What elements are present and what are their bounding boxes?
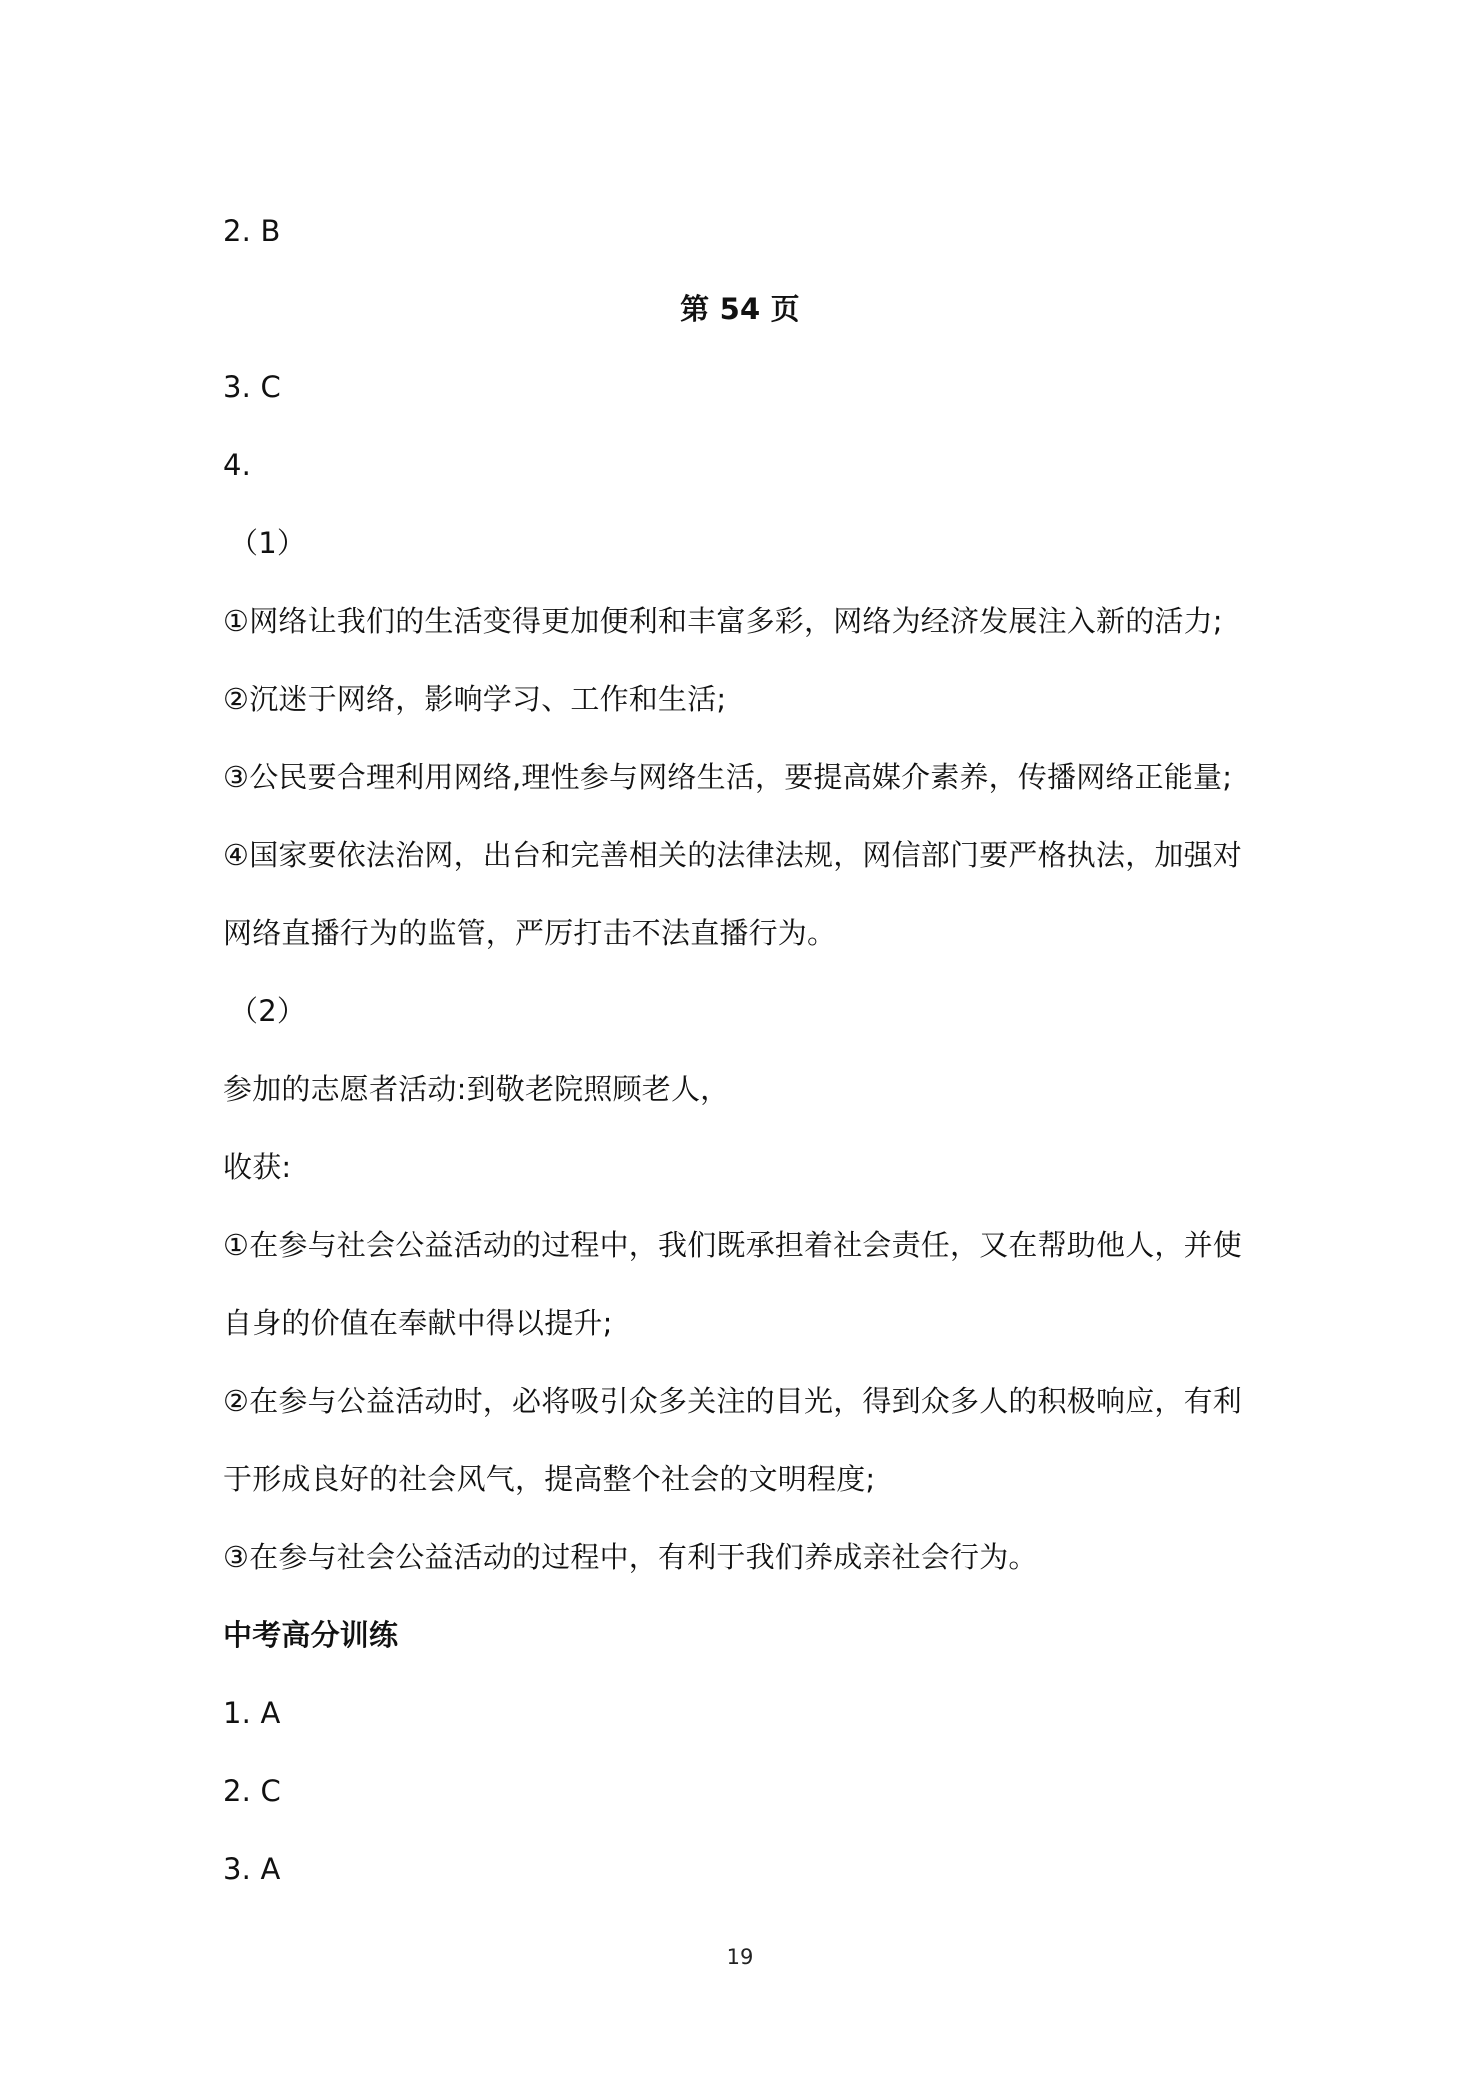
page-number: 19	[726, 1945, 754, 1969]
section-heading: 中考高分训练	[223, 1618, 399, 1652]
page-heading: 第 54 页	[680, 292, 800, 326]
text-line: ①在参与社会公益活动的过程中，我们既承担着社会责任，又在帮助他人，并使	[223, 1228, 1242, 1262]
subquestion-label: （1）	[229, 526, 307, 560]
text-line: 自身的价值在奉献中得以提升;	[223, 1306, 613, 1340]
text-line: ③在参与社会公益活动的过程中，有利于我们养成亲社会行为。	[223, 1540, 1038, 1574]
text-line: ②在参与公益活动时，必将吸引众多关注的目光，得到众多人的积极响应，有利	[223, 1384, 1242, 1418]
answer-line: 3. A	[223, 1852, 281, 1886]
text-line: 收获:	[223, 1150, 292, 1184]
text-line: 于形成良好的社会风气，提高整个社会的文明程度;	[223, 1462, 876, 1496]
text-line: ③公民要合理利用网络,理性参与网络生活，要提高媒介素养，传播网络正能量;	[223, 760, 1233, 794]
answer-line: 2. B	[223, 214, 281, 248]
answer-line: 3. C	[223, 370, 281, 404]
text-line: 参加的志愿者活动:到敬老院照顾老人，	[223, 1072, 730, 1106]
answer-line: 1. A	[223, 1696, 281, 1730]
text-line: ①网络让我们的生活变得更加便利和丰富多彩，网络为经济发展注入新的活力;	[223, 604, 1223, 638]
text-line: ②沉迷于网络，影响学习、工作和生活;	[223, 682, 727, 716]
text-line: 网络直播行为的监管，严厉打击不法直播行为。	[223, 916, 837, 950]
text-line: ④国家要依法治网，出台和完善相关的法律法规，网信部门要严格执法，加强对	[223, 838, 1242, 872]
answer-content	[223, 192, 1273, 1908]
answer-line: 2. C	[223, 1774, 281, 1808]
subquestion-label: （2）	[229, 994, 307, 1028]
answer-line: 4.	[223, 448, 252, 482]
